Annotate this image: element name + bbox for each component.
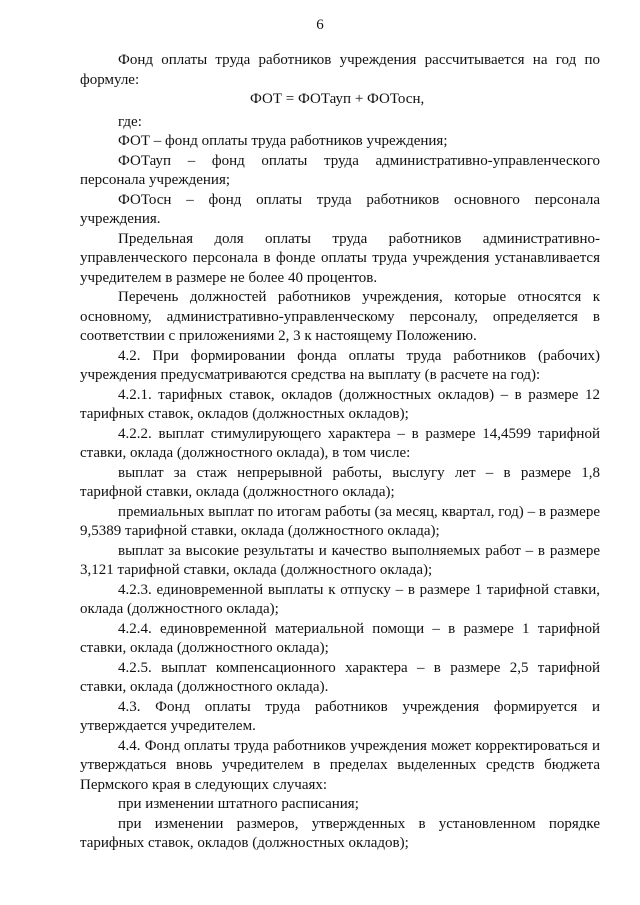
formula: ФОТ = ФОТауп + ФОТосн, xyxy=(250,91,425,107)
paragraph: Перечень должностей работников учреждения, которые относятся к основному, административно-управленческому персоналу, определяется в соответствии с приложениями 2, 3 к настоящему Положению. xyxy=(80,289,600,344)
paragraph: при изменении штатного расписания; xyxy=(118,796,359,812)
paragraph: ФОТауп – фонд оплаты труда административно-управленческого персонала учреждения; xyxy=(80,152,600,188)
paragraph: 4.4. Фонд оплаты труда работников учреждения может корректироваться и утверждаться вновь учредителем в пределах выделенных средств бюджета Пермского края в следующих случаях: xyxy=(80,737,600,793)
paragraph: Фонд оплаты труда работников учреждения рассчитывается на год по формуле: xyxy=(80,52,600,88)
paragraph: выплат за стаж непрерывной работы, выслугу лет – в размере 1,8 тарифной ставки, оклада (должностного оклада); xyxy=(80,464,600,500)
document-body xyxy=(80,51,600,854)
paragraph: премиальных выплат по итогам работы (за месяц, квартал, год) – в размере 9,5389 тарифной ставки, оклада (должностного оклада); xyxy=(80,503,600,539)
page-number: 6 xyxy=(316,17,324,33)
paragraph: выплат за высокие результаты и качество выполняемых работ – в размере 3,121 тарифной ставки, оклада (должностного оклада); xyxy=(80,542,600,578)
paragraph: 4.2.5. выплат компенсационного характера – в размере 2,5 тарифной ставки, оклада (должностного оклада). xyxy=(80,659,600,695)
paragraph: где: xyxy=(118,113,142,130)
paragraph: 4.3. Фонд оплаты труда работников учреждения формируется и утверждается учредителем. xyxy=(80,698,600,734)
paragraph: Предельная доля оплаты труда работников административно-управленческого персонала в фонде оплаты труда учреждения устанавливается учредителем в размере не более 40 процентов. xyxy=(80,230,600,286)
paragraph: 4.2.3. единовременной выплаты к отпуску – в размере 1 тарифной ставки, оклада (должностного оклада); xyxy=(80,581,600,617)
paragraph: 4.2.4. единовременной материальной помощи – в размере 1 тарифной ставки, оклада (должностного оклада); xyxy=(80,620,600,656)
paragraph: ФОТосн – фонд оплаты труда работников основного персонала учреждения. xyxy=(80,191,600,227)
paragraph: 4.2.2. выплат стимулирующего характера – в размере 14,4599 тарифной ставки, оклада (должностного оклада), в том числе: xyxy=(80,425,600,461)
paragraph: 4.2. При формировании фонда оплаты труда работников (рабочих) учреждения предусматриваются средства на выплату (в расчете на год): xyxy=(80,347,600,383)
paragraph: 4.2.1. тарифных ставок, окладов (должностных окладов) – в размере 12 тарифных ставок, окладов (должностных окладов); xyxy=(80,386,600,422)
paragraph: при изменении размеров, утвержденных в установленном порядке тарифных ставок, окладов (должностных окладов); xyxy=(80,815,600,851)
paragraph: ФОТ – фонд оплаты труда работников учреждения; xyxy=(118,133,448,149)
